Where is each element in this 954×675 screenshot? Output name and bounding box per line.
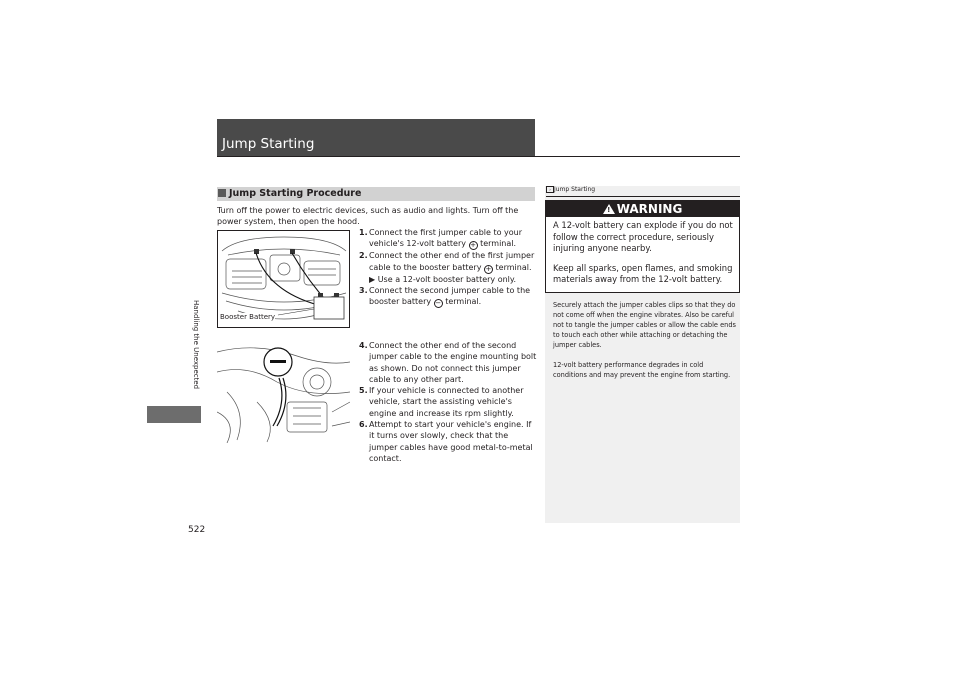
- steps-list-a: [359, 227, 537, 308]
- section-title: Jump Starting Procedure: [229, 188, 362, 199]
- engine-mounting-bolt-figure: [217, 342, 350, 443]
- step-2: 2. Connect the other end of the first jumper cable to the booster battery + terminal. ▶ Use a 12-volt booster battery only.: [359, 250, 537, 285]
- panel-reference: › Jump Starting: [546, 186, 595, 193]
- step-4: 4. Connect the other end of the second jumper cable to the engine mounting bolt as shown. Do not connect this jumper cable to any other part.: [359, 341, 537, 384]
- warning-text: [553, 220, 735, 294]
- minus-terminal-icon: −: [435, 299, 442, 308]
- chapter-label: [188, 300, 202, 400]
- panel-rule: [546, 196, 740, 197]
- warning-paragraph: Keep all sparks, open flames, and smoking materials away from the 12-volt battery.: [553, 262, 733, 285]
- warning-triangle-icon: !: [603, 204, 615, 214]
- reference-icon: ›: [546, 186, 554, 193]
- note-cold-conditions: 12-volt battery performance degrades in cold conditions and may prevent the engine from starting.: [553, 361, 731, 379]
- steps-list-b: [359, 340, 537, 464]
- step-6: 6. Attempt to start your vehicle's engine. If it turns over slowly, check that the jumper cables have good metal-to-metal contact.: [359, 420, 533, 463]
- page-number: 522: [188, 525, 206, 535]
- note-cable-clips: Securely attach the jumper cables clips so that they do not come off when the engine vibrates. Also be careful not to tangle the jumper cables or allow the cable ends to touch each other while attaching or detaching the jumper cables.: [553, 301, 736, 349]
- section-marker-icon: [218, 189, 226, 197]
- booster-battery-label: Booster Battery: [220, 313, 276, 321]
- engine-mounting-bolt-illustration: [217, 342, 350, 443]
- warning-header: ! WARNING: [546, 201, 739, 217]
- step-3: 3. Connect the second jumper cable to the booster battery − terminal.: [359, 285, 531, 308]
- section-intro: Turn off the power to electric devices, such as audio and lights. Turn off the power system, then open the hood.: [217, 206, 519, 227]
- plus-terminal-icon: +: [485, 264, 492, 273]
- arrow-icon: ▶: [369, 274, 376, 284]
- step-5: 5. If your vehicle is connected to another vehicle, start the assisting vehicle's engine and increase its rpm slightly.: [359, 386, 524, 418]
- chapter-tab: [147, 406, 201, 423]
- step-2-note: ▶ Use a 12-volt booster battery only.: [369, 274, 517, 284]
- step-1: 1. Connect the first jumper cable to your vehicle's 12-volt battery + terminal.: [359, 228, 523, 250]
- header-rule: [217, 156, 740, 157]
- warning-paragraph: A 12-volt battery can explode if you do not follow the correct procedure, seriously injuring anyone nearby.: [553, 220, 733, 254]
- page-title: Jump Starting: [222, 136, 315, 152]
- chapter-label-text: Handling the Unexpected: [192, 300, 200, 390]
- plus-terminal-icon: +: [470, 241, 476, 250]
